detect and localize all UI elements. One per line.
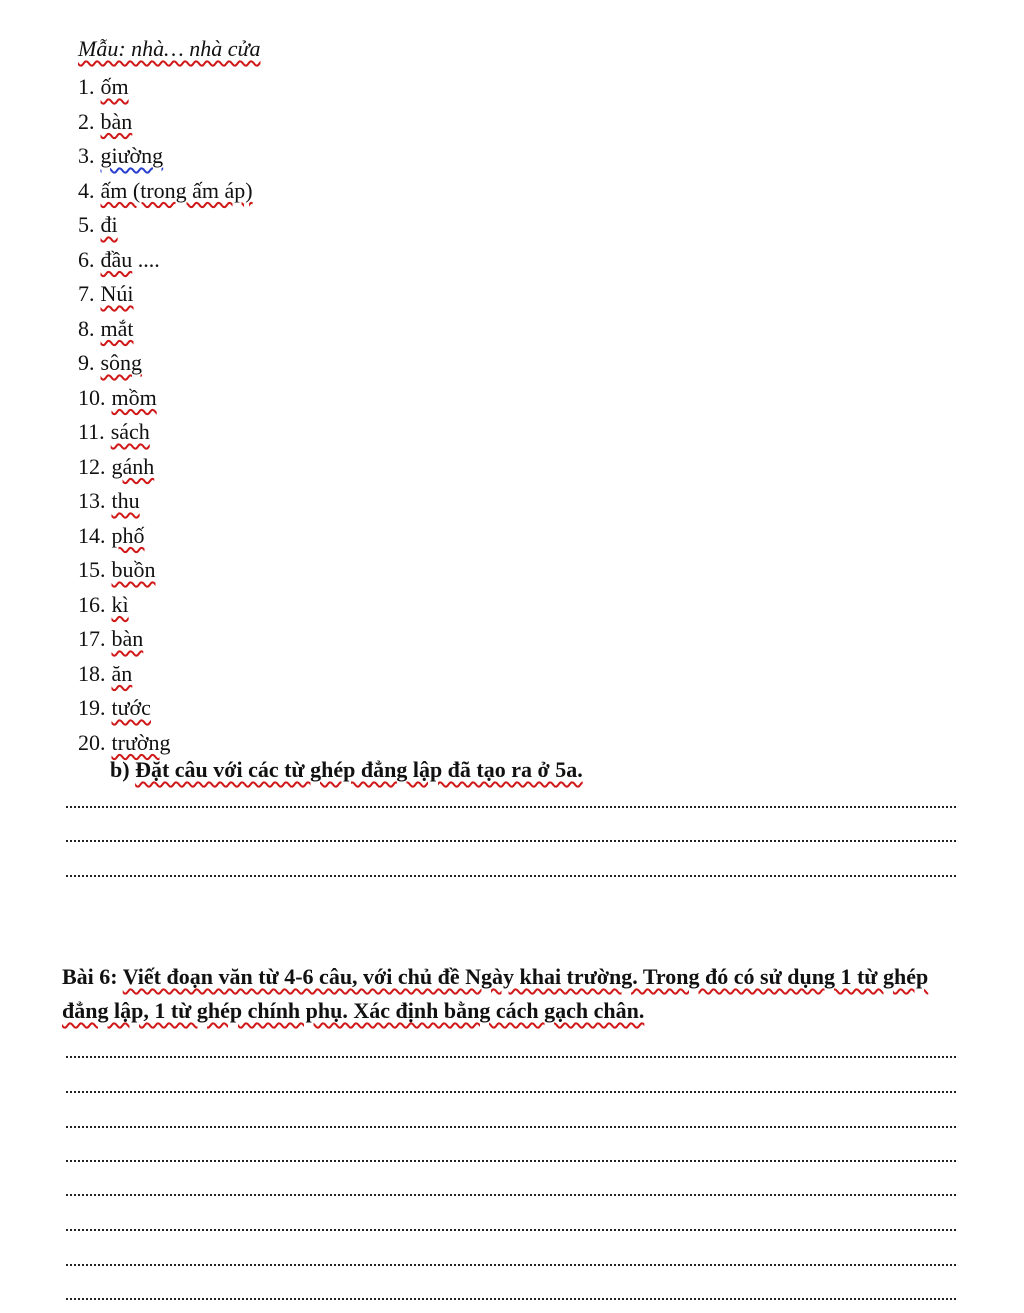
list-item-word: phố [111, 522, 145, 548]
list-item [78, 450, 253, 485]
list-item [78, 105, 253, 140]
list-item-word: mồm [111, 384, 157, 410]
answer-line-6-5[interactable] [66, 1194, 956, 1196]
list-item [78, 70, 253, 105]
answer-line-6-8[interactable] [66, 1298, 956, 1300]
list-item [78, 726, 253, 761]
list-item-number: 6. [78, 246, 95, 272]
answer-line-b-1[interactable] [66, 806, 956, 808]
list-item [78, 346, 253, 381]
list-item-word: gánh [111, 453, 155, 479]
list-item-word: Núi [100, 281, 134, 306]
list-item [78, 657, 253, 692]
list-item-word: kì [111, 591, 129, 617]
list-item [78, 208, 253, 243]
list-item-word: trường [111, 729, 171, 755]
list-item-number: 14. [78, 522, 106, 548]
answer-line-6-7[interactable] [66, 1264, 956, 1266]
list-item-word: ấm (trong ấm áp) [100, 177, 253, 203]
list-item-word: bàn [100, 108, 133, 134]
bai6-text: Viết đoạn văn từ 4-6 câu, với chủ đề Ngày khai trường. Trong đó có sử dụng 1 từ ghép đẳng lập, 1 từ ghép chính phụ. Xác định bằng cách gạch chân. [62, 964, 929, 1023]
list-item [78, 312, 253, 347]
list-item-number: 2. [78, 108, 95, 134]
list-item-number: 9. [78, 350, 95, 375]
list-item-number: 3. [78, 143, 95, 168]
list-item-number: 16. [78, 591, 106, 617]
list-item-number: 11. [78, 419, 105, 444]
list-item-number: 13. [78, 488, 106, 513]
list-item-word: đi [100, 212, 118, 237]
list-item-word: mắt [100, 315, 134, 341]
list-item [78, 415, 253, 450]
answer-line-6-3[interactable] [66, 1126, 956, 1128]
bai6-label: Bài 6: [62, 964, 123, 989]
answer-line-b-2[interactable] [66, 840, 956, 842]
list-item [78, 174, 253, 209]
list-item-word: tước [111, 695, 151, 720]
list-item [78, 588, 253, 623]
list-item-extra: .... [132, 246, 160, 272]
list-item-number: 19. [78, 695, 106, 720]
example-text: Mẫu: nhà… nhà cửa [78, 36, 261, 61]
list-item-word: ăn [111, 660, 133, 686]
bai6-question [62, 960, 962, 1028]
list-item-word: sách [110, 419, 150, 444]
word-list [78, 70, 253, 760]
list-item-number: 12. [78, 453, 106, 479]
example-line [78, 36, 260, 62]
list-item [78, 139, 253, 174]
answer-line-6-4[interactable] [66, 1160, 956, 1162]
list-item [78, 622, 253, 657]
list-item-number: 7. [78, 281, 95, 306]
list-item-number: 4. [78, 177, 95, 203]
list-item [78, 381, 253, 416]
list-item-word: thu [111, 488, 140, 513]
list-item-number: 10. [78, 384, 106, 410]
answer-line-6-2[interactable] [66, 1091, 956, 1093]
list-item-number: 15. [78, 557, 106, 582]
list-item-number: 8. [78, 315, 95, 341]
section-b-prefix: b) [110, 757, 136, 782]
list-item-number: 20. [78, 729, 106, 755]
list-item-word: buồn [111, 557, 156, 582]
list-item-word: sông [100, 350, 143, 375]
list-item [78, 243, 253, 278]
section-b-heading [110, 757, 583, 783]
list-item-word: ốm [100, 74, 129, 99]
section-b-text: Đặt câu với các từ ghép đẳng lập đã tạo ra ở 5a. [135, 757, 583, 782]
list-item-word: đầu [100, 246, 133, 272]
list-item-number: 18. [78, 660, 106, 686]
list-item [78, 277, 253, 312]
list-item-number: 5. [78, 212, 95, 237]
answer-line-b-3[interactable] [66, 875, 956, 877]
list-item-word: giường [100, 143, 164, 168]
list-item [78, 484, 253, 519]
answer-line-6-1[interactable] [66, 1056, 956, 1058]
list-item-word: bàn [111, 626, 144, 651]
list-item [78, 553, 253, 588]
answer-line-6-6[interactable] [66, 1229, 956, 1231]
list-item-number: 1. [78, 74, 95, 99]
list-item [78, 519, 253, 554]
list-item [78, 691, 253, 726]
list-item-number: 17. [78, 626, 106, 651]
